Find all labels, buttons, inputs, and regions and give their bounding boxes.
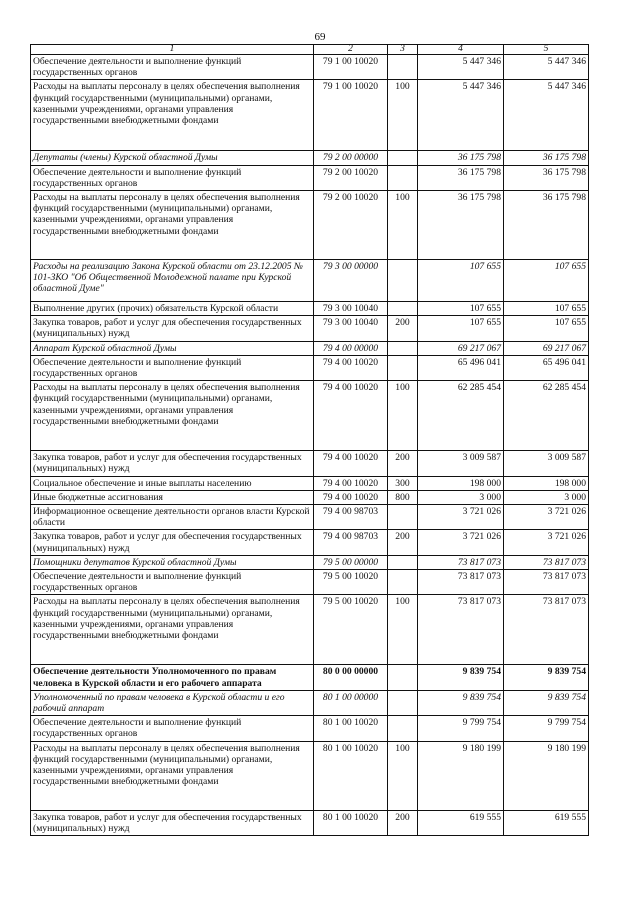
- target-code-cell: 80 1 00 10020: [314, 716, 388, 741]
- target-code-cell: 79 4 00 98703: [314, 530, 388, 555]
- table-row: [31, 302, 589, 316]
- item-name-cell: Обеспечение деятельности и выполнение функций государственных органов: [31, 165, 314, 190]
- target-code-cell: 79 3 00 10040: [314, 302, 388, 316]
- header-col-4: 4: [418, 45, 504, 55]
- table-row: [31, 151, 589, 165]
- amount-cell: 9 839 754: [504, 665, 589, 690]
- expense-type-cell: 300: [388, 476, 418, 490]
- target-code-cell: 79 3 00 00000: [314, 260, 388, 302]
- amount-cell: 107 655: [418, 302, 504, 316]
- table-row: [31, 555, 589, 569]
- amount-cell: 3 000: [418, 490, 504, 504]
- amount-cell: 69 217 067: [504, 341, 589, 355]
- amount-cell: 3 721 026: [504, 530, 589, 555]
- amount-cell: 107 655: [418, 316, 504, 341]
- target-code-cell: 80 1 00 10020: [314, 741, 388, 810]
- table-row: [31, 570, 589, 595]
- target-code-cell: 79 3 00 10040: [314, 316, 388, 341]
- target-code-cell: 79 1 00 10020: [314, 80, 388, 151]
- item-name-cell: Аппарат Курской областной Думы: [31, 341, 314, 355]
- table-row: [31, 55, 589, 80]
- expense-type-cell: 100: [388, 381, 418, 451]
- amount-cell: 62 285 454: [418, 381, 504, 451]
- item-name-cell: Расходы на выплаты персоналу в целях обеспечения выполнения функций государственными (муниципальными) органами, казенными учреждениями, органами управления государственными внебюджетными фондами: [31, 595, 314, 665]
- amount-cell: 107 655: [504, 316, 589, 341]
- item-name-cell: Расходы на выплаты персоналу в целях обеспечения выполнения функций государственными (муниципальными) органами, казенными учреждениями, органами управления государственными внебюджетными фондами: [31, 80, 314, 151]
- table-header-row: [31, 45, 589, 55]
- expense-type-cell: [388, 260, 418, 302]
- item-name-cell: Закупка товаров, работ и услуг для обеспечения государственных (муниципальных) нужд: [31, 316, 314, 341]
- amount-cell: 9 839 754: [418, 665, 504, 690]
- amount-cell: 73 817 073: [418, 570, 504, 595]
- amount-cell: 73 817 073: [418, 595, 504, 665]
- expense-type-cell: 200: [388, 530, 418, 555]
- amount-cell: 198 000: [504, 476, 589, 490]
- expense-type-cell: 100: [388, 741, 418, 810]
- budget-table: [30, 44, 589, 836]
- item-name-cell: Уполномоченный по правам человека в Курской области и его рабочий аппарат: [31, 690, 314, 715]
- table-row: [31, 595, 589, 665]
- target-code-cell: 79 5 00 10020: [314, 595, 388, 665]
- target-code-cell: 80 1 00 00000: [314, 690, 388, 715]
- target-code-cell: 79 1 00 10020: [314, 55, 388, 80]
- amount-cell: 9 839 754: [418, 690, 504, 715]
- item-name-cell: Закупка товаров, работ и услуг для обеспечения государственных (муниципальных) нужд: [31, 530, 314, 555]
- target-code-cell: 80 1 00 10020: [314, 810, 388, 835]
- expense-type-cell: [388, 55, 418, 80]
- table-row: [31, 381, 589, 451]
- expense-type-cell: [388, 302, 418, 316]
- item-name-cell: Расходы на выплаты персоналу в целях обеспечения выполнения функций государственными (муниципальными) органами, казенными учреждениями, органами управления государственными внебюджетными фондами: [31, 741, 314, 810]
- table-row: [31, 80, 589, 151]
- table-row: [31, 810, 589, 835]
- amount-cell: 3 721 026: [418, 530, 504, 555]
- expense-type-cell: 200: [388, 316, 418, 341]
- header-col-1: 1: [31, 45, 314, 55]
- item-name-cell: Обеспечение деятельности и выполнение функций государственных органов: [31, 355, 314, 380]
- item-name-cell: Обеспечение деятельности Уполномоченного по правам человека в Курской области и его рабочего аппарата: [31, 665, 314, 690]
- amount-cell: 107 655: [418, 260, 504, 302]
- item-name-cell: Выполнение других (прочих) обязательств Курской области: [31, 302, 314, 316]
- target-code-cell: 79 4 00 00000: [314, 341, 388, 355]
- expense-type-cell: [388, 355, 418, 380]
- item-name-cell: Закупка товаров, работ и услуг для обеспечения государственных (муниципальных) нужд: [31, 451, 314, 476]
- item-name-cell: Расходы на реализацию Закона Курской области от 23.12.2005 № 101-ЗКО "Об Общественной Молодежной палате при Курской областной Думе": [31, 260, 314, 302]
- amount-cell: 73 817 073: [418, 555, 504, 569]
- amount-cell: 619 555: [418, 810, 504, 835]
- amount-cell: 3 009 587: [418, 451, 504, 476]
- target-code-cell: 79 4 00 10020: [314, 451, 388, 476]
- expense-type-cell: 200: [388, 451, 418, 476]
- expense-type-cell: [388, 690, 418, 715]
- amount-cell: 3 009 587: [504, 451, 589, 476]
- table-row: [31, 665, 589, 690]
- table-row: [31, 260, 589, 302]
- table-row: [31, 451, 589, 476]
- header-col-3: 3: [388, 45, 418, 55]
- table-row: [31, 341, 589, 355]
- item-name-cell: Обеспечение деятельности и выполнение функций государственных органов: [31, 570, 314, 595]
- amount-cell: 9 799 754: [504, 716, 589, 741]
- table-row: [31, 490, 589, 504]
- expense-type-cell: 800: [388, 490, 418, 504]
- expense-type-cell: [388, 570, 418, 595]
- target-code-cell: 79 4 00 10020: [314, 355, 388, 380]
- amount-cell: 5 447 346: [418, 80, 504, 151]
- target-code-cell: 79 4 00 10020: [314, 490, 388, 504]
- amount-cell: 36 175 798: [504, 191, 589, 260]
- table-row: [31, 690, 589, 715]
- amount-cell: 36 175 798: [418, 165, 504, 190]
- item-name-cell: Закупка товаров, работ и услуг для обеспечения государственных (муниципальных) нужд: [31, 810, 314, 835]
- amount-cell: 36 175 798: [504, 151, 589, 165]
- amount-cell: 9 180 199: [418, 741, 504, 810]
- item-name-cell: Расходы на выплаты персоналу в целях обеспечения выполнения функций государственными (муниципальными) органами, казенными учреждениями, органами управления государственными внебюджетными фондами: [31, 191, 314, 260]
- target-code-cell: 79 2 00 00000: [314, 151, 388, 165]
- expense-type-cell: [388, 716, 418, 741]
- expense-type-cell: 100: [388, 595, 418, 665]
- amount-cell: 5 447 346: [504, 55, 589, 80]
- amount-cell: 9 180 199: [504, 741, 589, 810]
- amount-cell: 3 721 026: [504, 505, 589, 530]
- header-col-5: 5: [504, 45, 589, 55]
- amount-cell: 198 000: [418, 476, 504, 490]
- expense-type-cell: 100: [388, 191, 418, 260]
- item-name-cell: Помощники депутатов Курской областной Думы: [31, 555, 314, 569]
- amount-cell: 107 655: [504, 260, 589, 302]
- amount-cell: 73 817 073: [504, 555, 589, 569]
- amount-cell: 9 839 754: [504, 690, 589, 715]
- target-code-cell: 79 4 00 10020: [314, 381, 388, 451]
- amount-cell: 65 496 041: [418, 355, 504, 380]
- amount-cell: 62 285 454: [504, 381, 589, 451]
- table-row: [31, 716, 589, 741]
- amount-cell: 36 175 798: [418, 151, 504, 165]
- expense-type-cell: 100: [388, 80, 418, 151]
- expense-type-cell: [388, 505, 418, 530]
- amount-cell: 3 721 026: [418, 505, 504, 530]
- expense-type-cell: [388, 665, 418, 690]
- amount-cell: 619 555: [504, 810, 589, 835]
- amount-cell: 36 175 798: [504, 165, 589, 190]
- expense-type-cell: [388, 151, 418, 165]
- table-row: [31, 741, 589, 810]
- item-name-cell: Иные бюджетные ассигнования: [31, 490, 314, 504]
- table-row: [31, 505, 589, 530]
- target-code-cell: 79 5 00 00000: [314, 555, 388, 569]
- item-name-cell: Депутаты (члены) Курской областной Думы: [31, 151, 314, 165]
- page-number: 69: [314, 31, 326, 43]
- item-name-cell: Расходы на выплаты персоналу в целях обеспечения выполнения функций государственными (муниципальными) органами, казенными учреждениями, органами управления государственными внебюджетными фондами: [31, 381, 314, 451]
- amount-cell: 107 655: [504, 302, 589, 316]
- amount-cell: 65 496 041: [504, 355, 589, 380]
- header-col-2: 2: [314, 45, 388, 55]
- table-row: [31, 530, 589, 555]
- amount-cell: 73 817 073: [504, 595, 589, 665]
- amount-cell: 3 000: [504, 490, 589, 504]
- target-code-cell: 79 2 00 10020: [314, 191, 388, 260]
- item-name-cell: Обеспечение деятельности и выполнение функций государственных органов: [31, 716, 314, 741]
- target-code-cell: 80 0 00 00000: [314, 665, 388, 690]
- amount-cell: 5 447 346: [504, 80, 589, 151]
- table-row: [31, 355, 589, 380]
- amount-cell: 9 799 754: [418, 716, 504, 741]
- target-code-cell: 79 2 00 10020: [314, 165, 388, 190]
- item-name-cell: Социальное обеспечение и иные выплаты населению: [31, 476, 314, 490]
- amount-cell: 69 217 067: [418, 341, 504, 355]
- target-code-cell: 79 5 00 10020: [314, 570, 388, 595]
- expense-type-cell: 200: [388, 810, 418, 835]
- table-row: [31, 165, 589, 190]
- item-name-cell: Обеспечение деятельности и выполнение функций государственных органов: [31, 55, 314, 80]
- expense-type-cell: [388, 555, 418, 569]
- expense-type-cell: [388, 165, 418, 190]
- table-row: [31, 476, 589, 490]
- amount-cell: 73 817 073: [504, 570, 589, 595]
- amount-cell: 5 447 346: [418, 55, 504, 80]
- target-code-cell: 79 4 00 10020: [314, 476, 388, 490]
- amount-cell: 36 175 798: [418, 191, 504, 260]
- table-row: [31, 316, 589, 341]
- table-row: [31, 191, 589, 260]
- item-name-cell: Информационное освещение деятельности органов власти Курской области: [31, 505, 314, 530]
- expense-type-cell: [388, 341, 418, 355]
- target-code-cell: 79 4 00 98703: [314, 505, 388, 530]
